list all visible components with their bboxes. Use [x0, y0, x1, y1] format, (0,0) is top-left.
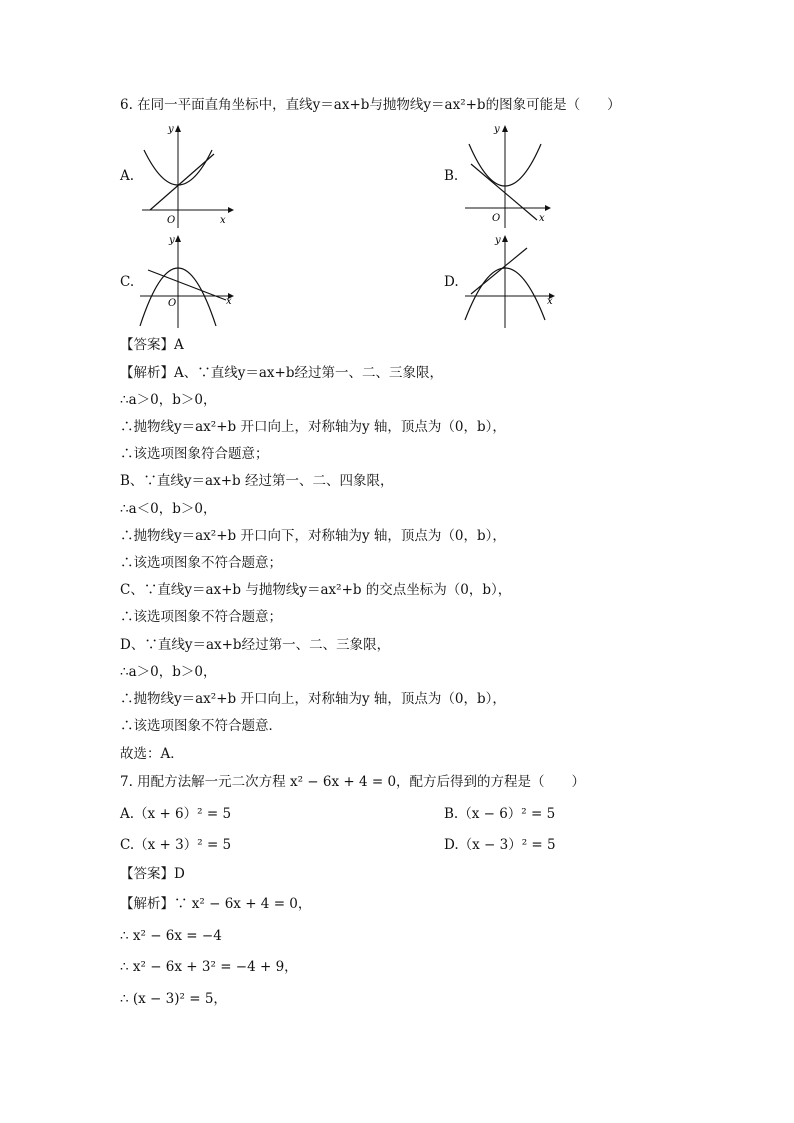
q6-analysis-line-5: B、∵直线y＝ax+b 经过第一、二、四象限，: [120, 473, 394, 489]
q6-analysis-line-3: ∴抛物线y＝ax²+b 开口向上，对称轴为y 轴，顶点为（0，b），: [120, 419, 506, 435]
q7-option-a: A.（x + 6）² = 5: [120, 806, 232, 822]
q6-analysis-line-2: ∴a＞0，b＞0，: [120, 392, 217, 408]
q6-graph-b-y-label: y: [494, 124, 500, 135]
q6-answer: 【答案】A: [120, 337, 184, 353]
q6-analysis-line-8: ∴该选项图象不符合题意；: [120, 555, 282, 571]
q6-conclusion: 故选：A．: [120, 746, 184, 762]
q7-stem: 7. 用配方法解一元二次方程 x² − 6x + 4 = 0，配方后得到的方程是（ ）: [120, 774, 586, 790]
q6-option-b-label: B.: [444, 168, 459, 184]
q6-analysis-line-7: ∴抛物线y＝ax²+b 开口向下，对称轴为y 轴，顶点为（0，b），: [120, 528, 506, 544]
q6-analysis-line-6: ∴a＜0，b＞0，: [120, 501, 217, 517]
q6-graph-a-origin-label: O: [167, 215, 176, 226]
q6-analysis-line-10: ∴该选项图象不符合题意；: [120, 609, 282, 625]
q6-graph-c-x-label: x: [226, 296, 232, 307]
q6-graph-b: [463, 120, 563, 234]
q6-graph-d-y-label: y: [495, 235, 501, 246]
q7-analysis-line-2: ∴ x² − 6x = −4: [120, 928, 222, 944]
q6-option-a-label: A.: [120, 168, 135, 184]
q7-analysis-line-4: ∴ (x − 3)² = 5，: [120, 991, 227, 1007]
q6-graph-a: [138, 120, 238, 234]
q6-graph-d: [463, 232, 563, 336]
q6-graph-a-y-label: y: [168, 124, 174, 135]
q6-analysis-line-13: ∴抛物线y＝ax²+b 开口向上，对称轴为y 轴，顶点为（0，b），: [120, 691, 506, 707]
q7-option-c: C.（x + 3）² = 5: [120, 837, 232, 853]
q6-graph-b-x-label: x: [539, 213, 545, 224]
q6-graph-a-x-label: x: [220, 215, 226, 226]
q7-answer: 【答案】D: [120, 866, 185, 882]
q6-option-c-label: C.: [120, 274, 135, 290]
q7-option-b: B.（x − 6）² = 5: [444, 806, 556, 822]
q6-graph-d-x-label: x: [547, 296, 553, 307]
q6-graph-c-y-label: y: [169, 235, 175, 246]
q6-stem: 6. 在同一平面直角坐标中，直线y＝ax+b与抛物线y＝ax²+b的图象可能是（ ）: [120, 97, 621, 113]
q6-analysis-line-9: C、∵直线y＝ax+b 与抛物线y＝ax²+b 的交点坐标为（0，b），: [120, 582, 512, 598]
q6-analysis-line-4: ∴该选项图象符合题意；: [120, 446, 269, 462]
q6-graph-c: [138, 232, 238, 336]
q6-analysis-line-1: 【解析】A、∵直线y＝ax+b经过第一、二、三象限，: [120, 365, 443, 381]
q6-analysis-line-14: ∴该选项图象不符合题意．: [120, 718, 282, 734]
q6-analysis-line-12: ∴a＞0，b＞0，: [120, 664, 217, 680]
q6-graph-b-origin-label: O: [492, 213, 501, 224]
q6-analysis-line-11: D、∵直线y＝ax+b经过第一、二、三象限，: [120, 637, 391, 653]
q7-analysis-line-3: ∴ x² − 6x + 3² = −4 + 9，: [120, 959, 298, 975]
q6-option-d-label: D.: [444, 274, 459, 290]
q6-graph-c-origin-label: O: [168, 298, 177, 309]
q7-option-d: D.（x − 3）² = 5: [444, 837, 556, 853]
q7-analysis-line-1: 【解析】∵ x² − 6x + 4 = 0，: [120, 896, 312, 912]
